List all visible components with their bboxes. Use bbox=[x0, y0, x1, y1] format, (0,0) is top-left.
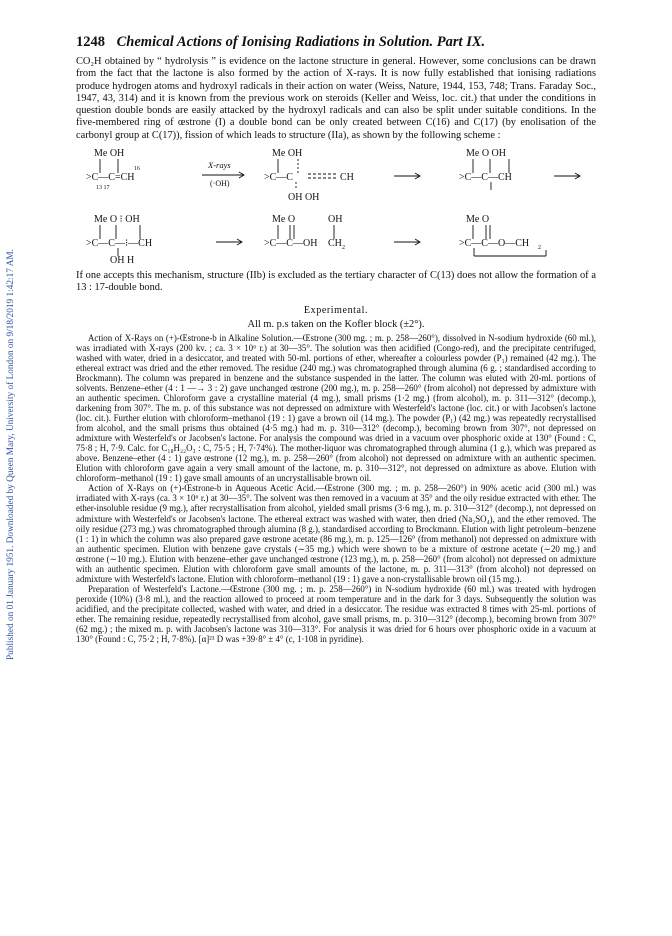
reaction-scheme-drawing bbox=[76, 146, 596, 264]
svg-text:Me O ⁝ OH: Me O ⁝ OH bbox=[94, 214, 140, 226]
svg-text:OH H: OH H bbox=[110, 255, 135, 265]
svg-text:2: 2 bbox=[538, 245, 541, 252]
mechanism-paragraph: If one accepts this mechanism, structure (IIb) is excluded as the tertiary character of C(13) does not allow the formation of a 13 : 17-double bond. bbox=[76, 270, 596, 294]
structure-lactone bbox=[459, 214, 546, 256]
running-title: Chemical Actions of Ionising Radiations in Solution. Part IX. bbox=[116, 34, 486, 50]
svg-text:Me O: Me O bbox=[466, 214, 490, 226]
experimental-paragraph-acetic: Action of X-Rays on (+)-Œstrone-b in Aqueous Acetic Acid.—Œstrone (300 mg. ; m. p. 258—260°) in 90% acetic acid (300 ml.) was irradiated with X-rays (ca. 3 × 10⁶ r.) at 30—35°. The solvent was then removed in a vacuum at 35° and the oily residue extracted with ether. The ether-insoluble residue (9 mg.), after recrystallisation from alcohol, yielded small prisms (3·6 mg.), m. p. 310—312° (decomp.), not depressed on admixture with Westerfeld's or Jacobsen's lactone. The ethereal extract was washed with water, then dried (Na₂SO₄), and the ether removed. The oily residue (273 mg.) was chromatographed through alumina (8 g.), standardised according to Brockmann. Elution with light petroleum–benzene (1 : 1) in which the column was also prepared gave œstrone acetate (86 mg.), m. p. 125—126° (from methanol) not depressed on admixture with an authentic specimen. Elution with benzene gave crystals (∼35 mg.) which were shown to be a mixture of œstrone acetate (∼20 mg.) and œstrone (∼10 mg.). Elution with benzene–ether gave unchanged œstrone (123 mg.), m. p. 258—260° (from alcohol) not depressed on admixture with an authentic specimen. Elution with chloroform gave small amounts of the lactone, m. p. 311—313° (from alcohol) not depressed on admixture with Westerfeld's lactone. Elution with chloroform–methanol (19 : 1) gave a non-crystallisable brown oil (15 mg.). bbox=[76, 483, 596, 584]
svg-text:OH: OH bbox=[328, 214, 343, 226]
svg-text:CH: CH bbox=[328, 238, 342, 250]
svg-text:Me OH: Me OH bbox=[272, 148, 303, 160]
svg-text:>C—C—OH: >C—C—OH bbox=[264, 238, 318, 250]
publication-sidebar bbox=[0, 0, 26, 936]
structure-acid-methylene bbox=[264, 214, 345, 251]
page-number: 1248 bbox=[76, 34, 105, 50]
svg-text:OH OH: OH OH bbox=[288, 192, 320, 204]
svg-text:16: 16 bbox=[134, 166, 140, 173]
section-heading: Experimental. bbox=[303, 304, 369, 316]
running-header bbox=[76, 34, 596, 51]
structure-diol-radical bbox=[264, 148, 354, 203]
svg-text:Me O OH: Me O OH bbox=[466, 148, 506, 160]
svg-text:Me OH: Me OH bbox=[94, 148, 125, 160]
svg-text:2: 2 bbox=[342, 245, 345, 252]
svg-text:13 17: 13 17 bbox=[96, 185, 110, 192]
svg-text:Me O: Me O bbox=[272, 214, 296, 226]
xrays-label: X-rays bbox=[208, 160, 231, 171]
melting-point-note: All m. p.s taken on the Kofler block (±2°). bbox=[247, 318, 425, 330]
svg-text:>C—C—CH: >C—C—CH bbox=[459, 172, 512, 184]
experimental-paragraph-lactone: Preparation of Westerfeld's Lactone.—Œstrone (300 mg. ; m. p. 258—260°) in N-sodium hydroxide (60 ml.) was treated with hydrogen peroxide (10%) (3·8 ml.), and the reaction allowed to proceed at room temperature and in the dark for 3 days. Subsequently the solution was acidified, and the precipitate collected, washed with water, and dried in a desiccator. The residue was extracted 8 times with 25-ml. portions of ether. The remaining residue, repeatedly recrystallised from alcohol, gave small prisms, m. p. 310—312° (decomp.), becoming brown from 307° (62 mg.) ; the mixed m. p. with Jacobsen's lactone was 310—313°. For analysis it was dried for 6 hours over phosphoric oxide in a vacuum at 130° (Found : C, 75·2 ; H, 7·8%). [α]²¹ D was +39·8° ± 4° (c, 1·108 in pyridine). bbox=[76, 583, 596, 645]
intro-paragraph: CO₂H obtained by “ hydrolysis ” is evidence on the lactone structure in general. However, some conclusions can be drawn from the fact that the lactone is also formed by the action of X-rays. It is now fully established that ionising radiations produce hydrogen atoms and hydroxyl radicals in their action on water (Weiss, Nature, 1944, 153, 748; Trans. Faraday Soc., 1947, 43, 314) and it is known from the previous work on steroids (Keller and Weiss, loc. cit.) that under the conditions in question double bonds are easily attacked by the hydroxyl radicals and can also be split under suitable conditions. In the five-membered ring of œstrone (I) a double bond can be only created between C(16) and C(17) (by enolisation of the carbonyl group at C(17)), fission of which leads to structure (IIa), as shown by the following scheme : bbox=[76, 56, 596, 141]
svg-text:CH: CH bbox=[340, 172, 354, 184]
structure-cleavage bbox=[86, 214, 152, 264]
page-content bbox=[76, 34, 596, 644]
experimental-paragraph-alkaline: Action of X-Rays on (+)-Œstrone-b in Alkaline Solution.—Œstrone (300 mg. ; m. p. 258—260°), dissolved in N-sodium hydroxide (60 ml.), was irradiated with X-rays (200 kv. ; ca. 3 × 10⁶ r.) at 30—35°. The solution was then acidified (Congo-red), and the precipitate centrifuged, washed with water, dried in a desiccator, and treated with 50-ml. portions of ether, whereafter a colourless powder (P₁) remained (42 mg.). The ethereal extract was dried and the ether removed. The residue (240 mg.) was chromatographed through alumina (6 g. ; standardised according to Brockmann). The column was prepared in benzene and the substance suspended in the latter. The column was eluted with 20-ml. portions of solvents. Benzene–ether (4 : 1 —→ 3 : 2) gave unchanged œstrone (200 mg.), m. p. 258—260° (from alcohol) not depressed by admixture with an authentic specimen. Chloroform gave a crystalline material (4 mg.), small prisms (1·2 mg.) (from alcohol), m. p. 311—312° (decomp.), darkening from 307°. The m. p. of this substance was not depressed on admixture with Westerfeld's lactone (loc. cit.) or with Jacobsen's lactone (loc. cit.). Further elution with chloroform–methanol (19 : 1) gave a brown oil (14 mg.). The powder (P₁) (42 mg.) was repeatedly recrystallised from alcohol, and the small prisms thus obtained (4·5 mg.) had m. p. 310—312° (decomp.), becoming brown from 307°, not depressed on admixture with Westerfeld's or Jacobsen's lactone. For analysis the compound was dried in a vacuum over phosphoric oxide at 130° (Found : C, 75·8 ; H, 7·9. Calc. for C₁₈H₂₂O₃ : C, 75·5 ; H, 7·74%). The mother-liquor was chromatographed through alumina (1 g.), which was prepared as above. Benzene–ether (4 : 1) gave œstrone (12 mg.), m. p. 258—260° (from alcohol) not depressed on admixture with an authentic specimen. Elution with chloroform gave again a very small amount of the lactone, m. p. 310—312°, not depressed on admixture as above. Elution with chloroform–methanol (19 : 1) gave small amounts of an uncrystallisable brown oil. bbox=[76, 332, 596, 484]
oh-radical-label: (·OH) bbox=[210, 179, 230, 189]
structure-triol bbox=[459, 148, 512, 190]
svg-text:>C—C: >C—C bbox=[264, 172, 293, 184]
download-notice: Published on 01 January 1951. Downloaded by Queen Mary, University of London on 9/18/2019 1:42:17 AM. bbox=[6, 248, 16, 660]
reaction-scheme bbox=[76, 146, 596, 264]
structure-enol bbox=[86, 148, 140, 191]
svg-text:>C—C—⁝—CH: >C—C—⁝—CH bbox=[86, 238, 153, 250]
svg-text:>C—C=CH: >C—C=CH bbox=[86, 172, 135, 184]
svg-text:>C—C—O—CH: >C—C—O—CH bbox=[459, 238, 530, 250]
